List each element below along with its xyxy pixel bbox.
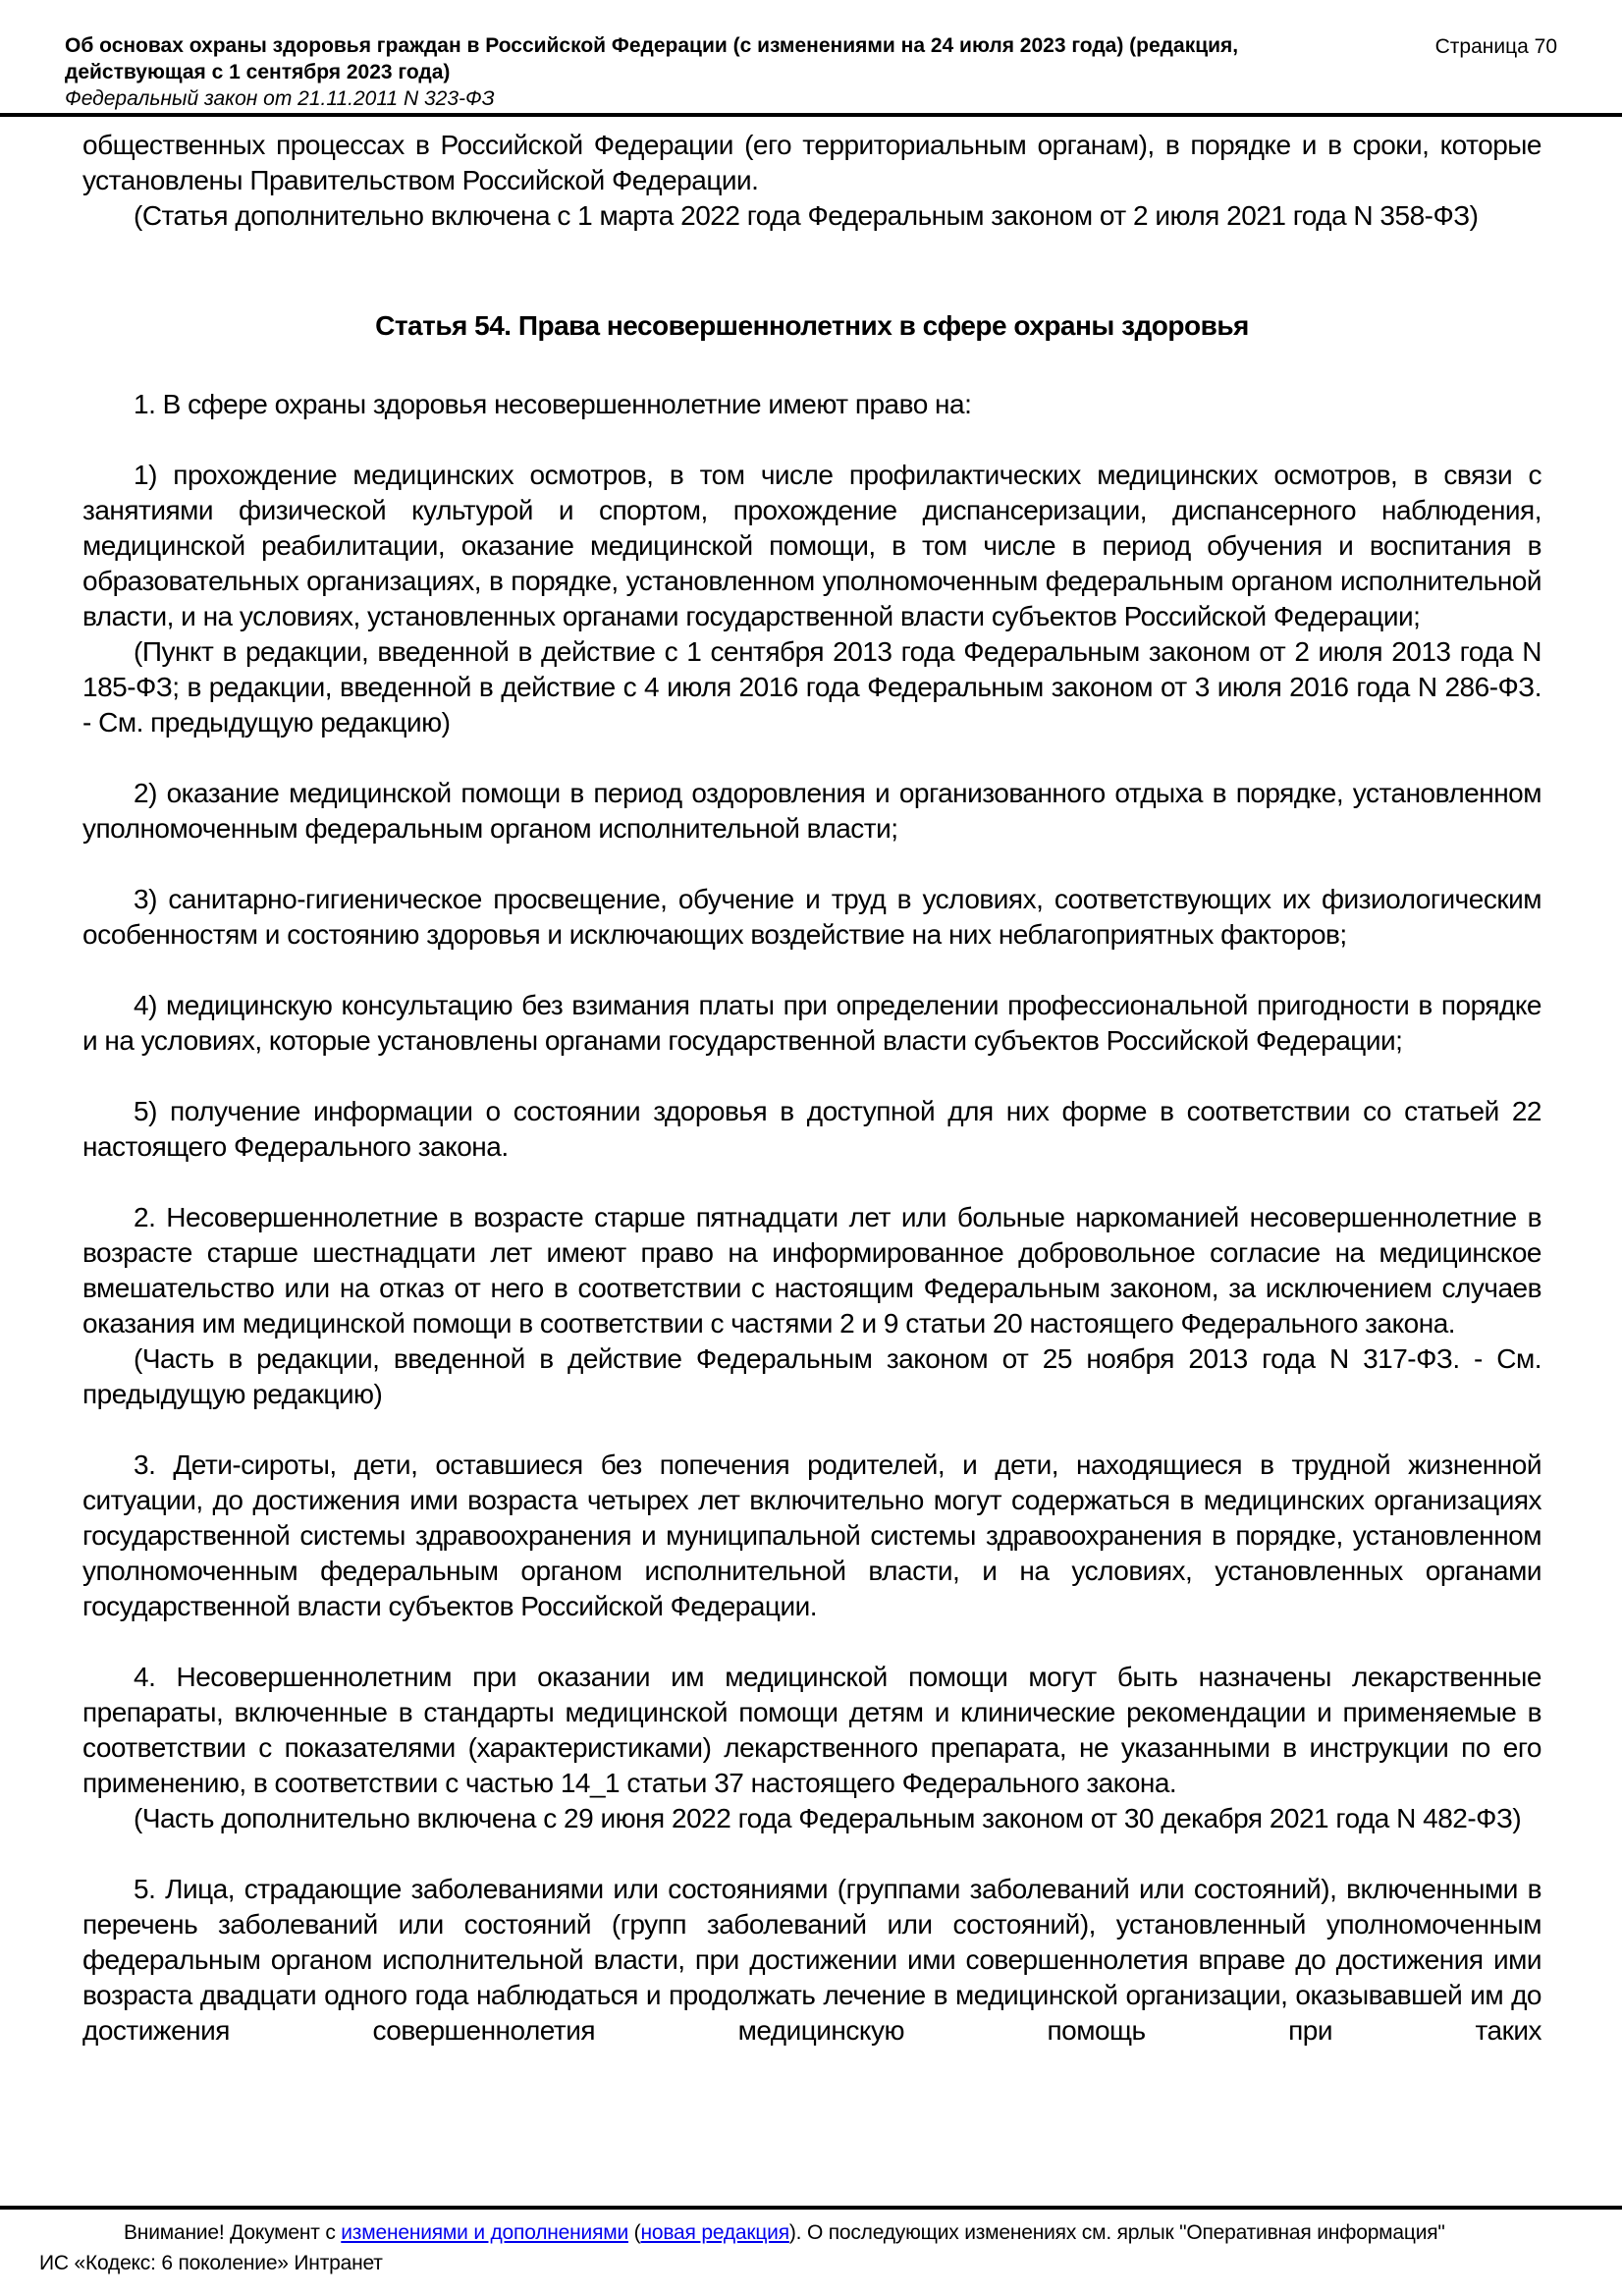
paragraph: 5. Лица, страдающие заболеваниями или состояниями (группами заболеваний или состояний), включенными в перечень заболеваний или состояний (групп заболеваний или состояний), установленный уполномоченным федеральным органом исполнительной власти, при достижении ими совершеннолетия вправе до достижения ими возраста двадцати одного года наблюдаться и продолжать лечение в медицинской организации, оказывавшей им до достижения совершеннолетия медицинскую помощь при таких xyxy=(82,1874,1541,2046)
footer-system-label: ИС «Кодекс: 6 поколение» Интранет xyxy=(39,2252,383,2274)
paragraph: 4. Несовершеннолетним при оказании им медицинской помощи могут быть назначены лекарственные препараты, включенные в стандарты медицинской помощи детям и клинические рекомендации и применяемые в соответствии с показателями (характеристиками) лекарственного препарата, не указанными в инструкции по его применению, в соответствии с частью 14_1 статьи 37 настоящего Федерального закона. xyxy=(82,1662,1541,1798)
header-divider xyxy=(0,113,1622,117)
footer-notice-mid: ( xyxy=(628,2221,641,2244)
paragraph: 2) оказание медицинской помощи в период оздоровления и организованного отдыха в порядке, установленном уполномоченным федеральным органом исполнительной власти; xyxy=(82,778,1541,844)
paragraph: 1. В сфере охраны здоровья несовершеннолетние имеют право на: xyxy=(134,389,972,419)
article-heading: Статья 54. Права несовершеннолетних в сфере охраны здоровья xyxy=(375,310,1249,341)
document-header xyxy=(65,32,1557,112)
paragraph: 3. Дети-сироты, дети, оставшиеся без попечения родителей, и дети, находящиеся в трудной жизненной ситуации, до достижения ими возраста четырех лет включительно могут содержаться в медицинских организациях государственной системы здравоохранения и муниципальной системы здравоохранения в порядке, установленном уполномоченным федеральным органом исполнительной власти, и на условиях, установленных органами государственной власти субъектов Российской Федерации. xyxy=(82,1449,1541,1621)
header-text-block xyxy=(65,32,1322,112)
edit-note: (Часть в редакции, введенной в действие Федеральным законом от 25 ноября 2013 года N 317-ФЗ. - См. предыдущую редакцию) xyxy=(82,1343,1541,1409)
new-edition-link[interactable]: новая редакция xyxy=(640,2221,789,2244)
paragraph: 5) получение информации о состоянии здоровья в доступной для них форме в соответствии со статьей 22 настоящего Федерального закона. xyxy=(82,1096,1541,1162)
document-body xyxy=(82,128,1541,2206)
paragraph: 4) медицинскую консультацию без взимания платы при определении профессиональной пригодности в порядке и на условиях, которые установлены органами государственной власти субъектов Российской Федерации; xyxy=(82,990,1541,1056)
edit-note: (Пункт в редакции, введенной в действие с 1 сентября 2013 года Федеральным законом от 2 июля 2013 года N 185-ФЗ; в редакции, введенной в действие с 4 июля 2016 года Федеральным законом от 3 июля 2016 года N 286-ФЗ. - См. предыдущую редакцию) xyxy=(82,636,1541,738)
footer xyxy=(39,2217,1583,2278)
paragraph: 2. Несовершеннолетние в возрасте старше пятнадцати лет или больные наркоманией несовершеннолетние в возрасте старше шестнадцати лет имеют право на информированное добровольное согласие на медицинское вмешательство или на отказ от него в соответствии с настоящим Федеральным законом, за исключением случаев оказания им медицинской помощи в соответствии с частями 2 и 9 статьи 20 настоящего Федерального закона. xyxy=(82,1202,1541,1339)
document-title: Об основах охраны здоровья граждан в Российской Федерации (с изменениями на 24 июля 2023 года) (редакция, действующая с 1 сентября 2023 года) xyxy=(65,34,1239,83)
amendments-link[interactable]: изменениями и дополнениями xyxy=(341,2221,629,2244)
paragraph: 1) прохождение медицинских осмотров, в том числе профилактических медицинских осмотров, в связи с занятиями физической культурой и спортом, прохождение диспансеризации, диспансерного наблюдения, медицинской реабилитации, оказание медицинской помощи, в том числе в период обучения и воспитания в образовательных организациях, в порядке, установленном уполномоченным федеральным органом исполнительной власти, и на условиях, установленных органами государственной власти субъектов Российской Федерации; xyxy=(82,460,1541,631)
edit-note: (Часть дополнительно включена с 29 июня 2022 года Федеральным законом от 30 декабря 2021 года N 482-ФЗ) xyxy=(134,1803,1522,1833)
footer-notice xyxy=(39,2217,1583,2248)
document-subtitle: Федеральный закон от 21.11.2011 N 323-ФЗ xyxy=(65,87,495,110)
footer-notice-prefix: Внимание! Документ с xyxy=(124,2221,342,2244)
edit-note: (Статья дополнительно включена с 1 марта 2022 года Федеральным законом от 2 июля 2021 года N 358-ФЗ) xyxy=(134,200,1479,231)
paragraph: 3) санитарно-гигиеническое просвещение, обучение и труд в условиях, соответствующих их физиологическим особенностям и состоянию здоровья и исключающих воздействие на них неблагоприятных факторов; xyxy=(82,884,1541,950)
paragraph-continuation: общественных процессах в Российской Федерации (его территориальным органам), в порядке и в сроки, которые установлены Правительством Российской Федерации. xyxy=(82,130,1541,195)
page-number: Страница 70 xyxy=(1434,35,1557,58)
footer-notice-suffix: ). О последующих изменениях см. ярлык "Оперативная информация" xyxy=(788,2221,1445,2244)
footer-divider xyxy=(0,2206,1622,2210)
